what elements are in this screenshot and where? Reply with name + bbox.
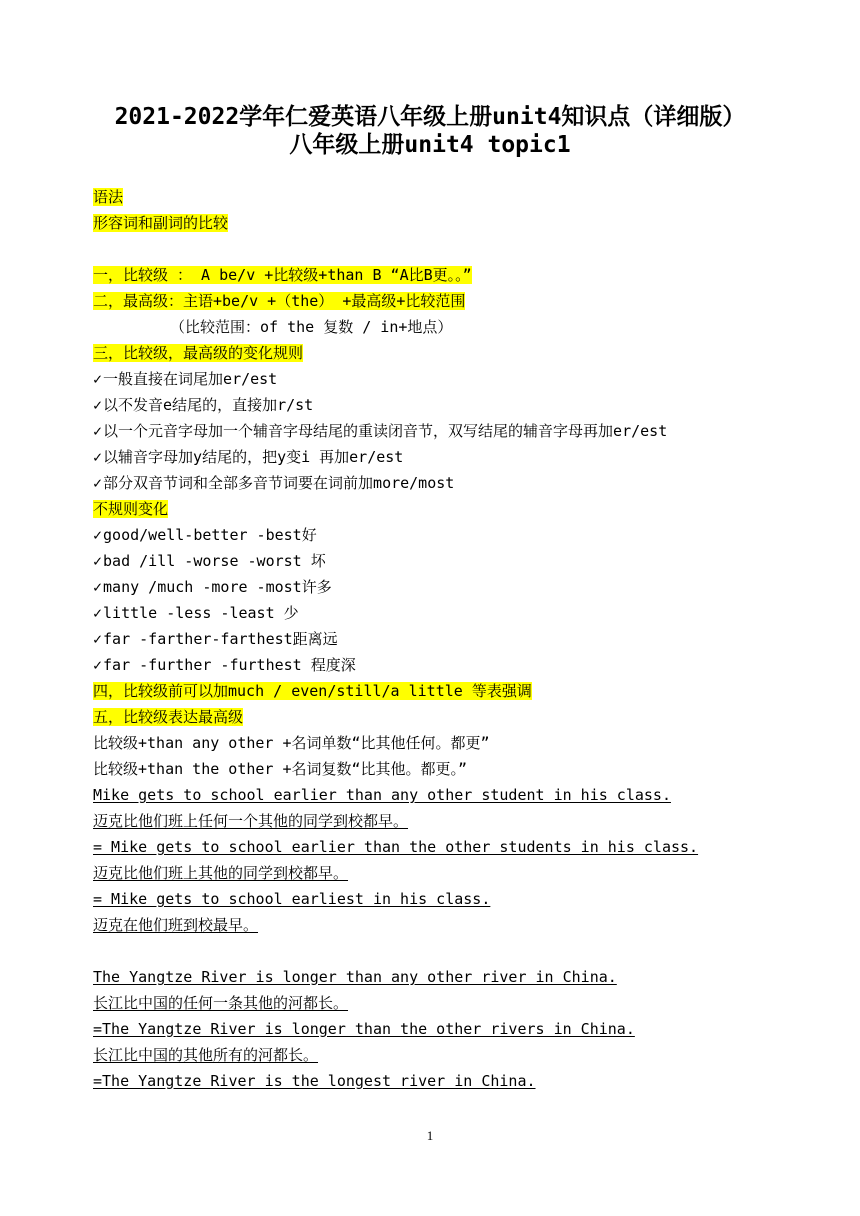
rule-comparative-superlative: 五，比较级表达最高级 — [93, 708, 244, 726]
check-icon: ✓ — [93, 526, 103, 544]
irregular-heading: 不规则变化 — [93, 500, 169, 518]
example-sentence: =The Yangtze River is the longest river in China. — [93, 1072, 536, 1090]
example-sentence: = Mike gets to school earlier than the other students in his class. — [93, 838, 699, 856]
rule-superlative-note: （比较范围：of the 复数 / in+地点） — [170, 318, 453, 336]
list-item: ✓far -further -furthest 程度深 — [93, 656, 356, 674]
list-item: ✓以辅音字母加y结尾的，把y变i 再加er/est — [93, 448, 404, 466]
list-item: ✓一般直接在词尾加er/est — [93, 370, 278, 388]
list-item: ✓以不发音e结尾的，直接加r/st — [93, 396, 314, 414]
list-item: ✓little -less -least 少 — [93, 604, 299, 622]
rule-emphasis: 四，比较级前可以加much / even/still/a little 等表强调 — [93, 682, 532, 700]
check-icon: ✓ — [93, 396, 103, 414]
pattern-singular: 比较级+than any other +名词单数“比其他任何。都更” — [93, 734, 490, 752]
list-item: ✓部分双音节词和全部多音节词要在词前加more/most — [93, 474, 455, 492]
rule-change-heading: 三，比较级，最高级的变化规则 — [93, 344, 304, 362]
check-icon: ✓ — [93, 552, 103, 570]
check-icon: ✓ — [93, 370, 103, 388]
example-translation: 长江比中国的其他所有的河都长。 — [93, 1046, 319, 1064]
page-number: 1 — [426, 1128, 434, 1143]
example-translation: 迈克在他们班到校最早。 — [93, 916, 259, 934]
list-item: ✓bad /ill -worse -worst 坏 — [93, 552, 326, 570]
example-translation: 长江比中国的任何一条其他的河都长。 — [93, 994, 349, 1012]
grammar-heading: 语法 — [93, 188, 124, 206]
rule-comparative: 一，比较级 ： A be/v +比较级+than B “A比B更。。” — [93, 266, 472, 284]
check-icon: ✓ — [93, 474, 103, 492]
document-subtitle: 八年级上册unit4 topic1 — [289, 132, 571, 158]
document-title: 2021-2022学年仁爱英语八年级上册unit4知识点（详细版） — [114, 104, 746, 130]
check-icon: ✓ — [93, 604, 103, 622]
example-sentence: =The Yangtze River is longer than the other rivers in China. — [93, 1020, 635, 1038]
pattern-plural: 比较级+than the other +名词复数“比其他。都更。” — [93, 760, 468, 778]
example-translation: 迈克比他们班上其他的同学到校都早。 — [93, 864, 349, 882]
check-icon: ✓ — [93, 630, 103, 648]
example-sentence: = Mike gets to school earliest in his class. — [93, 890, 491, 908]
list-item: ✓many /much -more -most许多 — [93, 578, 332, 596]
example-sentence: Mike gets to school earlier than any other student in his class. — [93, 786, 671, 804]
check-icon: ✓ — [93, 422, 103, 440]
comparison-heading: 形容词和副词的比较 — [93, 214, 229, 232]
rule-superlative: 二，最高级：主语+be/v +（the） +最高级+比较范围 — [93, 292, 466, 310]
example-translation: 迈克比他们班上任何一个其他的同学到校都早。 — [93, 812, 409, 830]
check-icon: ✓ — [93, 578, 103, 596]
list-item: ✓以一个元音字母加一个辅音字母结尾的重读闭音节，双写结尾的辅音字母再加er/est — [93, 422, 668, 440]
check-icon: ✓ — [93, 448, 103, 466]
list-item: ✓far -farther-farthest距离远 — [93, 630, 338, 648]
list-item: ✓good/well-better -best好 — [93, 526, 317, 544]
example-sentence: The Yangtze River is longer than any other river in China. — [93, 968, 617, 986]
check-icon: ✓ — [93, 656, 103, 674]
